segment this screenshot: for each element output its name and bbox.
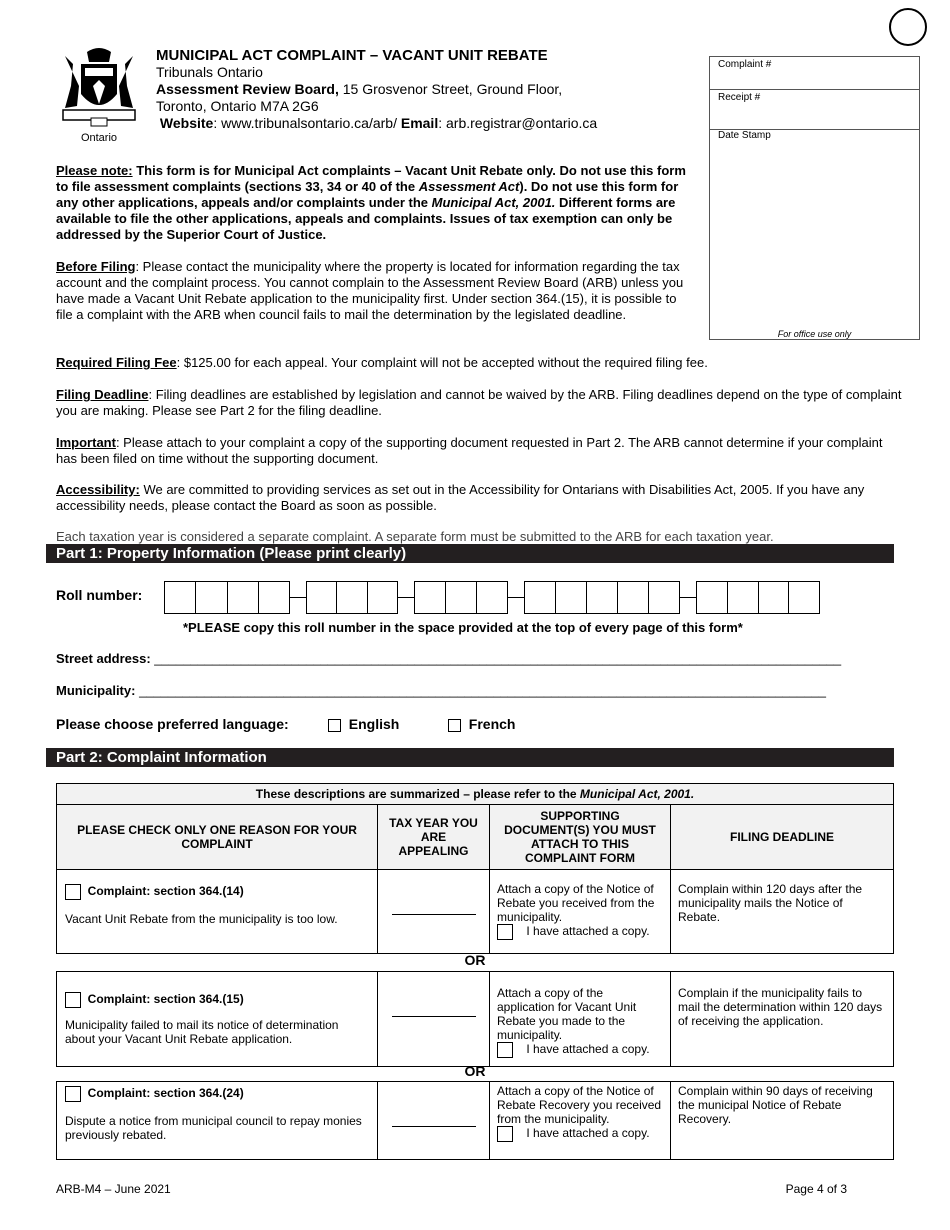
- filing-fee-paragraph: Required Filing Fee: $125.00 for each appeal. Your complaint will not be accepted without the required filing fee.: [56, 355, 708, 370]
- attached-checkbox[interactable]: [497, 924, 513, 940]
- board-address: Assessment Review Board, 15 Grosvenor Street, Ground Floor,: [156, 81, 563, 97]
- receipt-number-field: Receipt #: [710, 90, 919, 130]
- roll-number-note: *PLEASE copy this roll number in the space provided at the top of every page of this form*: [183, 620, 743, 635]
- complaint-description: Dispute a notice from municipal council to repay monies previously rebated.: [65, 1114, 362, 1142]
- complaint-table-row-3: [56, 1081, 894, 1160]
- separate-complaint-note: Each taxation year is considered a separate complaint. A separate form must be submitted to the ARB for each taxation year.: [56, 529, 774, 544]
- tax-year-field[interactable]: [378, 972, 490, 1067]
- or-separator: OR: [464, 952, 486, 968]
- table-row: [57, 972, 894, 1067]
- attached-confirmation[interactable]: I have attached a copy.: [497, 1126, 663, 1142]
- form-title: MUNICIPAL ACT COMPLAINT – VACANT UNIT REBATE: [156, 47, 548, 64]
- street-address-row: [56, 651, 841, 666]
- roll-dash: [290, 597, 306, 598]
- complaint-description: Municipality failed to mail its notice of determination about your Vacant Unit Rebate application.: [65, 1018, 339, 1046]
- english-checkbox[interactable]: [328, 719, 341, 732]
- important-paragraph: Important: Please attach to your complaint a copy of the supporting document requested in Part 2. The ARB cannot determine if your complaint has been filed on time without the supporting document.: [56, 435, 883, 466]
- city-postal: Toronto, Ontario M7A 2G6: [156, 98, 319, 114]
- complaint-description: Vacant Unit Rebate from the municipality is too low.: [65, 912, 338, 926]
- accessibility-paragraph: Accessibility: We are committed to providing services as set out in the Accessibility for Ontarians with Disabilities Act, 2005. If you have any accessibility needs, please contact the Board as soon as possible.: [56, 482, 865, 513]
- website-link[interactable]: : www.tribunalsontario.ca/arb/: [213, 115, 401, 131]
- office-use-note: For office use only: [777, 329, 852, 339]
- filing-deadline-paragraph: Filing Deadline: Filing deadlines are established by legislation and cannot be waived by the ARB. Filing deadlines depend on the type of complaint you are making. Please see Part 2 for the filing deadline.: [56, 387, 902, 418]
- municipality-label: Municipality:: [56, 683, 136, 698]
- complaint-checkbox[interactable]: [65, 1086, 81, 1102]
- page-marker-circle: [889, 8, 927, 46]
- form-header: [156, 47, 597, 132]
- summary-note: These descriptions are summarized – please refer to the Municipal Act, 2001.: [57, 784, 894, 805]
- complaint-checkbox[interactable]: [65, 884, 81, 900]
- roll-number-group-3[interactable]: [414, 581, 508, 614]
- filing-deadline-text: Complain if the municipality fails to mail the determination within 120 days of receiving the application.: [671, 972, 894, 1067]
- supporting-document-text: Attach a copy of the Notice of Rebate Recovery you received from the municipality.: [497, 1084, 662, 1126]
- page-number: Page 4 of 3: [785, 1182, 847, 1196]
- language-english-option[interactable]: English: [328, 716, 399, 732]
- or-separator: OR: [464, 1063, 486, 1079]
- complaint-option-364-15[interactable]: Complaint: section 364.(15): [65, 992, 369, 1008]
- ontario-logo: [57, 46, 141, 146]
- street-address-label: Street address:: [56, 651, 151, 666]
- street-address-input[interactable]: _______________________________________________________________________________________________: [154, 651, 842, 666]
- please-note-paragraph: Please note: This form is for Municipal Act complaints – Vacant Unit Rebate only. Do not use this form to file assessment complaints (sections 33, 34 or 40 of the Assessment Act). Do not use this form for any other applications, appeals and/or complaints under the Municipal Act, 2001. Different forms are available to file the other applications, appeals and complaints. Issues of tax exemption can only be addressed by the Superior Court of Justice.: [56, 163, 686, 242]
- complaint-option-364-24[interactable]: Complaint: section 364.(24): [65, 1086, 369, 1102]
- col-reason-header: PLEASE CHECK ONLY ONE REASON FOR YOUR COMPLAINT: [57, 805, 378, 870]
- filing-deadline-text: Complain within 90 days of receiving the municipal Notice of Rebate Recovery.: [671, 1082, 894, 1160]
- contact-line: Website: www.tribunalsontario.ca/arb/ Email: arb.registrar@ontario.ca: [159, 115, 598, 131]
- col-deadline-header: FILING DEADLINE: [671, 805, 894, 870]
- roll-number-group-2[interactable]: [306, 581, 398, 614]
- org-name: Tribunals Ontario: [156, 64, 263, 80]
- language-french-option[interactable]: French: [448, 716, 515, 732]
- complaint-table-row-2: [56, 971, 894, 1067]
- complaint-checkbox[interactable]: [65, 992, 81, 1008]
- part1-banner: Part 1: Property Information (Please print clearly): [46, 544, 894, 563]
- attached-checkbox[interactable]: [497, 1126, 513, 1142]
- col-documents-header: SUPPORTING DOCUMENT(S) YOU MUST ATTACH TO THIS COMPLAINT FORM: [490, 805, 671, 870]
- supporting-document-text: Attach a copy of the application for Vacant Unit Rebate you made to the municipality.: [497, 986, 637, 1042]
- french-checkbox[interactable]: [448, 719, 461, 732]
- complaint-number-field: Complaint #: [710, 57, 919, 90]
- email-link[interactable]: : arb.registrar@ontario.ca: [438, 115, 598, 131]
- municipality-input[interactable]: _______________________________________________________________________________________________: [139, 683, 826, 698]
- complaint-table-header: [56, 783, 894, 954]
- language-label: Please choose preferred language:: [56, 716, 289, 732]
- part2-banner: Part 2: Complaint Information: [46, 748, 894, 767]
- ontario-coat-of-arms-icon: [57, 46, 141, 132]
- table-row: [57, 1082, 894, 1160]
- roll-dash: [398, 597, 414, 598]
- roll-number-group-4[interactable]: [524, 581, 680, 614]
- attached-confirmation[interactable]: I have attached a copy.: [497, 924, 663, 940]
- municipality-row: [56, 683, 826, 698]
- complaint-option-364-14[interactable]: Complaint: section 364.(14): [65, 884, 369, 900]
- office-use-box: [709, 56, 920, 340]
- form-id: ARB-M4 – June 2021: [56, 1182, 171, 1196]
- date-stamp-label: Date Stamp: [718, 130, 771, 141]
- roll-dash: [508, 597, 524, 598]
- logo-wordmark: Ontario: [80, 132, 118, 144]
- col-tax-year-header: TAX YEAR YOU ARE APPEALING: [378, 805, 490, 870]
- attached-confirmation[interactable]: I have attached a copy.: [497, 1042, 663, 1058]
- tax-year-field[interactable]: [378, 870, 490, 954]
- table-row: [57, 870, 894, 954]
- supporting-document-text: Attach a copy of the Notice of Rebate you received from the municipality.: [497, 882, 655, 924]
- roll-number-group-1[interactable]: [164, 581, 290, 614]
- roll-dash: [680, 597, 696, 598]
- roll-number-group-5[interactable]: [696, 581, 820, 614]
- roll-number-label: Roll number:: [56, 587, 143, 603]
- before-filing-paragraph: Before Filing: Please contact the municipality where the property is located for information regarding the tax account and the complaint process. You cannot complain to the Assessment Review Board (ARB) unless you have made a Vacant Unit Rebate application to the municipality first. Under section 364.(15), it is possible to file a complaint with the ARB when council fails to mail the determination by the legislated deadline.: [56, 259, 684, 322]
- filing-deadline-text: Complain within 120 days after the municipality mails the Notice of Rebate.: [671, 870, 894, 954]
- tax-year-field[interactable]: [378, 1082, 490, 1160]
- attached-checkbox[interactable]: [497, 1042, 513, 1058]
